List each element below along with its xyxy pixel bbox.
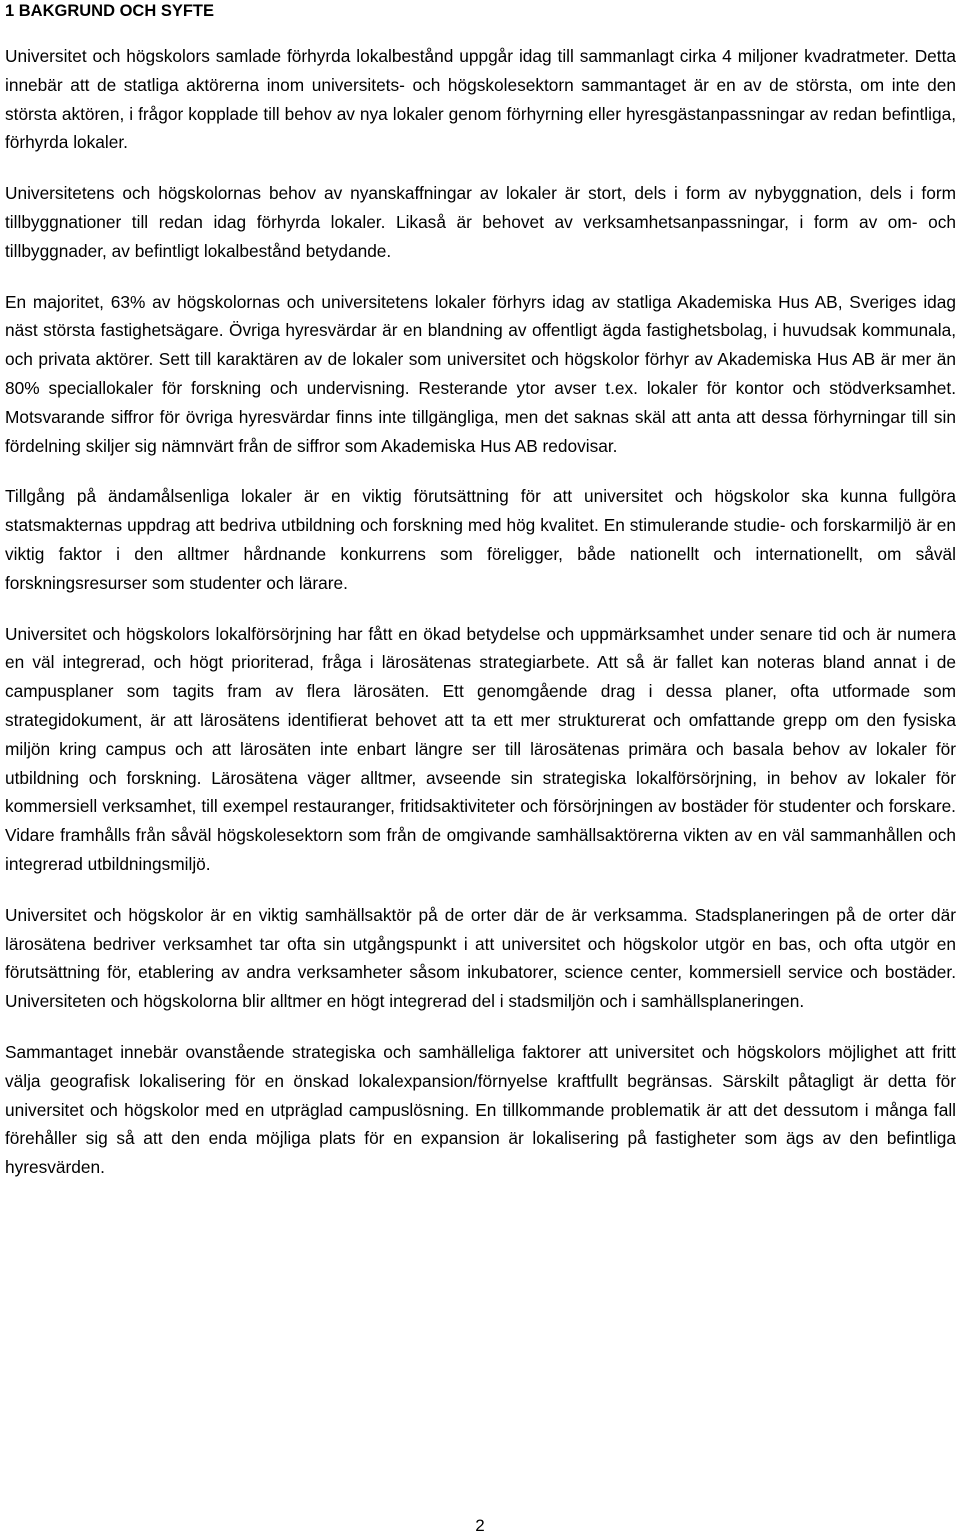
paragraph-6: Universitet och högskolor är en viktig samhällsaktör på de orter där de är verksamma. Stadsplaneringen på de orter där lärosätena bedriver verksamhet tar ofta sin utgångspunkt i att universitet och högskolor utgör en bas, och ofta utgör en förutsättning för, etablering av andra verksamheter såsom inkubatorer, science center, kommersiell service och bostäder. Universiteten och högskolorna blir alltmer en högt integrerad del i stadsmiljön och i samhällsplaneringen. — [5, 904, 956, 1012]
paragraph-5: Universitet och högskolors lokalförsörjning har fått en ökad betydelse och uppmärksamhet under senare tid och är numera en väl integrerad, och högt prioriterad, fråga i lärosätenas strategiarbete. Att så är fallet kan noteras bland annat i de campusplaner som tagits fram av flera lärosäten. Ett genomgående drag i dessa planer, ofta utformade som strategidokument, är att lärosätens identifierat behovet att ta ett mer strukturerat och omfattande grepp om den fysiska miljön kring campus och att lärosäten inte enbart längre ser till lärosätenas primära och basala behov av lokaler för utbildning och forskning. Lärosätena väger alltmer, avseende sin strategiska lokalförsörjning, in behov av lokaler för kommersiell verksamhet, till exempel restauranger, fritidsaktiviteter och försörjningen av bostäder för studenter och forskare. Vidare framhålls från såväl högskolesektorn som från de omgivande samhällsaktörerna vikten av en väl sammanhållen och integrerad utbildningsmiljö. — [5, 623, 956, 874]
page-number: 2 — [475, 1516, 485, 1535]
paragraph-1: Universitet och högskolors samlade förhyrda lokalbestånd uppgår idag till sammanlagt cirka 4 miljoner kvadratmeter. Detta innebär att de statliga aktörerna inom universitets- och högskolesektorn sammantaget är en av de största, om inte den största aktören, i frågor kopplade till behov av nya lokaler genom förhyrning eller hyresgästanpassningar av redan befintliga, förhyrda lokaler. — [5, 46, 956, 153]
section-heading: 1 BAKGRUND OCH SYFTE — [5, 2, 215, 20]
paragraph-4: Tillgång på ändamålsenliga lokaler är en viktig förutsättning för att universitet och högskolor ska kunna fullgöra statsmakternas uppdrag att bedriva utbildning och forskning med hög kvalitet. En stimulerande studie- och forskarmiljö är en viktig faktor i den alltmer hårdnande konkurrens som föreligger, både nationellt och internationellt, om såväl forskningsresurser som studenter och lärare. — [5, 486, 956, 593]
paragraph-2: Universitetens och högskolornas behov av nyanskaffningar av lokaler är stort, dels i form av nybyggnation, dels i form tillbyggnationer till redan idag förhyrda lokaler. Likaså är behovet av verksamhetsanpassningar, i form av om- och tillbyggnader, av befintligt lokalbestånd betydande. — [5, 183, 956, 261]
paragraph-7: Sammantaget innebär ovanstående strategiska och samhälleliga faktorer att universitet och högskolors möjlighet att fritt välja geografisk lokalisering för en önskad lokalexpansion/förnyelse kraftfullt begränsas. Särskilt påtagligt är detta för universitet och högskolor med en utpräglad campuslösning. En tillkommande problematik är att det dessutom i många fall förehåller sig så att den enda möjliga plats för en expansion är lokalisering på fastigheter som ägs av den befintliga hyresvärden. — [5, 1041, 956, 1178]
document-page — [5, 0, 956, 1204]
paragraph-3: En majoritet, 63% av högskolornas och universitetens lokaler förhyrs idag av statliga Akademiska Hus AB, Sveriges idag näst största fastighetsägare. Övriga hyresvärdar är en blandning av offentligt ägda fastighetsbolag, i huvudsak kommunala, och privata aktörer. Sett till karaktären av de lokaler som universitet och högskolor förhyr av Akademiska Hus AB är mer än 80% speciallokaler för forskning och undervisning. Resterande ytor avser t.ex. lokaler för kontor och stödverksamhet. Motsvarande siffror för övriga hyresvärdar finns inte tillgängliga, men det saknas skäl att anta att dessa förhyrningar till sin fördelning skiljer sig nämnvärt från de siffror som Akademiska Hus AB redovisar. — [5, 291, 956, 456]
